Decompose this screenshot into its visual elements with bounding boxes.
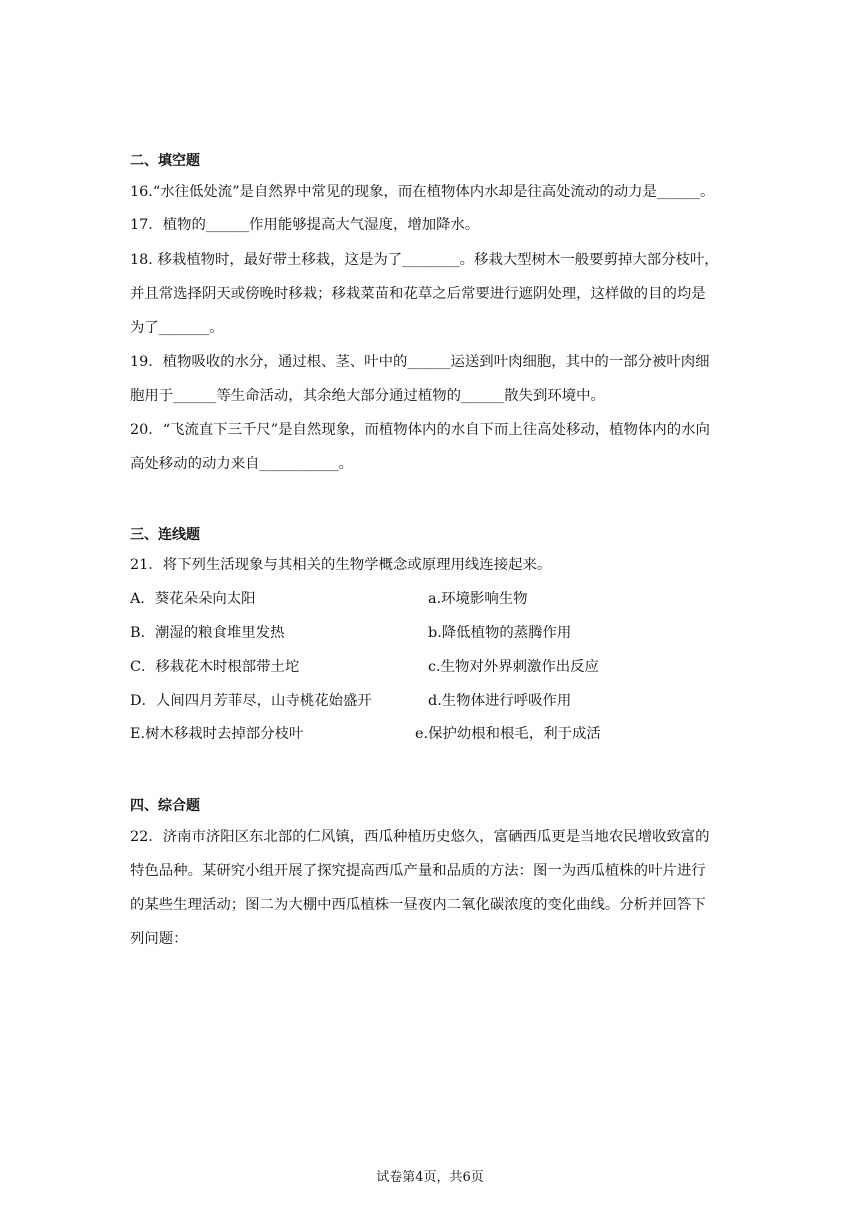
question-19-line-2: 胞用于______等生命活动，其余绝大部分通过植物的______散失到环境中。 xyxy=(130,388,605,404)
question-22-line-4: 列问题： xyxy=(130,931,188,947)
matching-left-item: D．人间四月芳菲尽，山寺桃花始盛开 xyxy=(130,693,372,709)
question-22-line-1: 22．济南市济阳区东北部的仁风镇，西瓜种植历史悠久，富硒西瓜更是当地农民增收致富的 xyxy=(130,829,710,845)
matching-right-item: a.环境影响生物 xyxy=(428,591,528,607)
section-heading-comprehensive: 四、综合题 xyxy=(130,798,200,814)
question-16-line: 16.“水往低处流”是自然界中常见的现象，而在植物体内水却是往高处流动的动力是______。 xyxy=(130,184,715,200)
section-heading-matching: 三、连线题 xyxy=(130,527,200,543)
question-21-line: 21．将下列生活现象与其相关的生物学概念或原理用线连接起来。 xyxy=(130,557,552,573)
matching-right-item: c.生物对外界刺激作出反应 xyxy=(428,659,599,675)
question-17-line: 17．植物的______作用能够提高大气湿度，增加降水。 xyxy=(130,217,480,233)
question-18-line-3: 为了_______。 xyxy=(130,320,224,336)
matching-right-item: e.保护幼根和根毛，利于成活 xyxy=(415,726,601,742)
matching-left-item: C．移栽花木时根部带土坨 xyxy=(130,659,300,675)
matching-left-item: E.树木移栽时去掉部分枝叶 xyxy=(130,726,304,742)
matching-left-item: B．潮湿的粮食堆里发热 xyxy=(130,625,285,641)
matching-right-item: d.生物体进行呼吸作用 xyxy=(428,693,572,709)
question-19-line-1: 19．植物吸收的水分，通过根、茎、叶中的______运送到叶肉细胞，其中的一部分被叶肉细 xyxy=(130,354,710,370)
question-22-line-3: 的某些生理活动；图二为大棚中西瓜植株一昼夜内二氧化碳浓度的变化曲线。分析并回答下 xyxy=(130,897,706,913)
question-18-line-2: 并且常选择阴天或傍晚时移栽；移栽菜苗和花草之后常要进行遮阴处理，这样做的目的均是 xyxy=(130,286,706,302)
matching-left-item: A．葵花朵朵向太阳 xyxy=(130,591,256,607)
question-22-line-2: 特色品种。某研究小组开展了探究提高西瓜产量和品质的方法：图一为西瓜植株的叶片进行 xyxy=(130,863,706,879)
section-heading-fill-in: 二、填空题 xyxy=(130,153,200,169)
question-18-line-1: 18. 移栽植物时，最好带土移栽，这是为了________。移栽大型树木一般要剪掉大部分枝叶， xyxy=(130,252,719,268)
question-20-line-2: 高处移动的动力来自___________。 xyxy=(130,456,354,472)
question-20-line-1: 20．“飞流直下三千尺”是自然现象，而植物体内的水自下而上往高处移动，植物体内的水向 xyxy=(130,422,710,438)
page-footer: 试卷第4页，共6页 xyxy=(376,1170,484,1185)
matching-right-item: b.降低植物的蒸腾作用 xyxy=(428,625,572,641)
